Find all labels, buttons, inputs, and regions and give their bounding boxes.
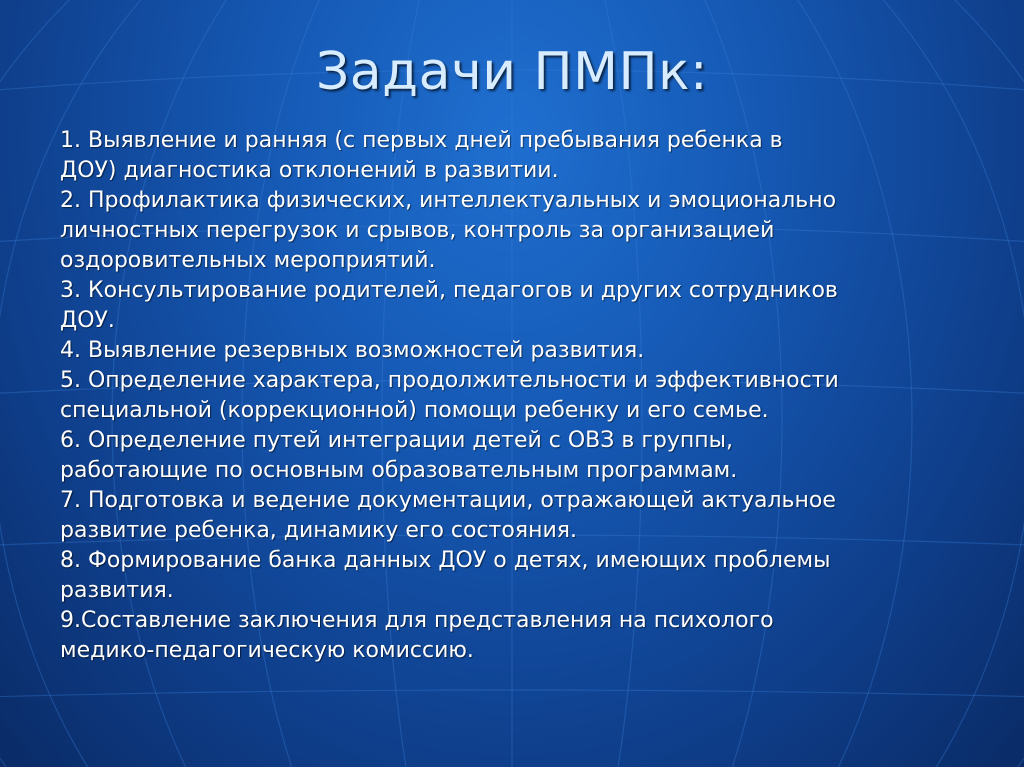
list-item-line: личностных перегрузок и срывов, контроль за организацией — [60, 218, 775, 243]
list-item-line: ДОУ. — [60, 308, 115, 333]
list-item — [60, 186, 965, 276]
list-item — [60, 546, 965, 606]
list-item-line: 7. Подготовка и ведение документации, отражающей актуальное — [60, 488, 836, 513]
list-item-line: работающие по основным образовательным программам. — [60, 458, 738, 483]
list-item — [60, 366, 965, 426]
list-item — [60, 126, 965, 186]
list-item-line: 1. Выявление и ранняя (с первых дней пребывания ребенка в — [60, 128, 783, 153]
list-item — [60, 276, 965, 336]
slide-title: Задачи ПМПк: — [315, 42, 709, 102]
list-item-line: 2. Профилактика физических, интеллектуальных и эмоционально — [60, 188, 837, 213]
list-item — [60, 426, 965, 486]
list-item-line: 3. Консультирование родителей, педагогов и других сотрудников — [60, 278, 838, 303]
list-item-line: 8. Формирование банка данных ДОУ о детях, имеющих проблемы — [60, 548, 831, 573]
list-item — [60, 336, 965, 366]
list-item — [60, 606, 965, 666]
list-item-line: 9.Составление заключения для представления на психолого — [60, 608, 774, 633]
list-item-line: медико-педагогическую комиссию. — [60, 638, 474, 663]
task-list — [60, 126, 965, 666]
list-item-line: развитие ребенка, динамику его состояния. — [60, 518, 577, 543]
list-item-line: 6. Определение путей интеграции детей с ОВЗ в группы, — [60, 428, 733, 453]
list-item-line: 5. Определение характера, продолжительности и эффективности — [60, 368, 839, 393]
list-item-line: 4. Выявление резервных возможностей развития. — [60, 338, 645, 363]
list-item-line: ДОУ) диагностика отклонений в развитии. — [60, 158, 559, 183]
list-item-line: специальной (коррекционной) помощи ребенку и его семье. — [60, 398, 769, 423]
list-item — [60, 486, 965, 546]
list-item-line: развития. — [60, 578, 174, 603]
list-item-line: оздоровительных мероприятий. — [60, 248, 436, 273]
